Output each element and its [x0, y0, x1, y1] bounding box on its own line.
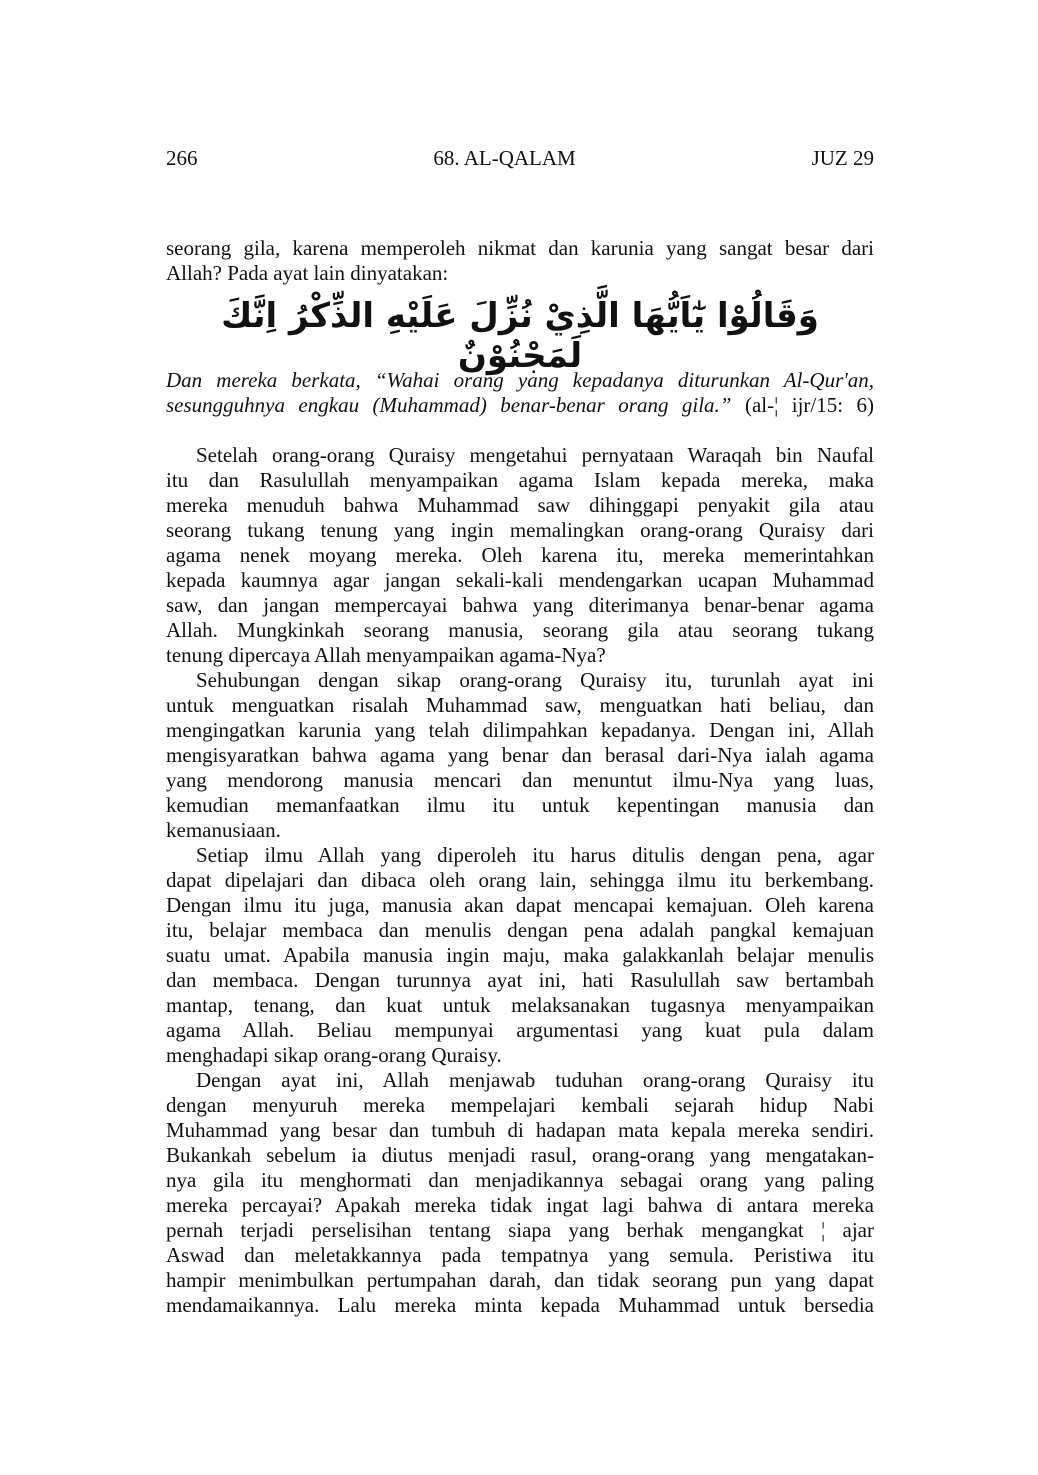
intro-paragraph: [166, 236, 874, 286]
text-line: itu dan Rasulullah menyampaikan agama Islam kepada mereka, maka: [166, 468, 874, 492]
text-line: Allah? Pada ayat lain dinyatakan:: [166, 261, 449, 285]
verse-translation: [166, 368, 874, 418]
text-line: nya gila itu menghormati dan menjadikannya sebagai orang yang paling: [166, 1168, 874, 1192]
paragraph: [166, 668, 874, 843]
text-line: dan membaca. Dengan turunnya ayat ini, hati Rasulullah saw bertambah: [166, 968, 874, 992]
paragraph: [166, 443, 874, 668]
text-line: agama Allah. Beliau mempunyai argumentasi yang kuat pula dalam: [166, 1018, 874, 1042]
text-line: Allah. Mungkinkah seorang manusia, seorang gila atau seorang tukang: [166, 618, 874, 642]
text-line: Dengan ayat ini, Allah menjawab tuduhan orang-orang Quraisy itu: [196, 1068, 874, 1092]
text-line: mengingatkan karunia yang telah dilimpahkan kepadanya. Dengan ini, Allah: [166, 718, 874, 742]
text-line: Setelah orang-orang Quraisy mengetahui pernyataan Waraqah bin Naufal: [196, 443, 874, 467]
text-line: kemanusiaan.: [166, 818, 281, 842]
text-line: Aswad dan meletakkannya pada tempatnya yang semula. Peristiwa itu: [166, 1243, 874, 1267]
text-line: untuk menguatkan risalah Muhammad saw, menguatkan hati beliau, dan: [166, 693, 874, 717]
text-line: saw, dan jangan mempercayai bahwa yang diterimanya benar-benar agama: [166, 593, 874, 617]
text-line: mereka menuduh bahwa Muhammad saw dihinggapi penyakit gila atau: [166, 493, 874, 517]
text-line: mendamaikannya. Lalu mereka minta kepada Muhammad untuk bersedia: [166, 1293, 874, 1317]
juz-label: JUZ 29: [811, 146, 874, 170]
text-line: hampir menimbulkan pertumpahan darah, dan tidak seorang pun yang dapat: [166, 1268, 874, 1292]
text-line: Muhammad yang besar dan tumbuh di hadapan mata kepala mereka sendiri.: [166, 1118, 874, 1142]
paragraph: [166, 843, 874, 1068]
text-line: seorang tukang tenung yang ingin memalingkan orang-orang Quraisy dari: [166, 518, 874, 542]
surah-title: 68. AL-QALAM: [433, 146, 576, 170]
text-line: mereka percayai? Apakah mereka tidak ingat lagi bahwa di antara mereka: [166, 1193, 874, 1217]
text-line: suatu umat. Apabila manusia ingin maju, maka galakkanlah belajar menulis: [166, 943, 874, 967]
text-line: dapat dipelajari dan dibaca oleh orang lain, sehingga ilmu itu berkembang.: [166, 868, 874, 892]
text-line: Dan mereka berkata, “Wahai orang yang kepadanya diturunkan Al-Qur'an,: [166, 368, 874, 392]
body-text: [166, 443, 874, 1318]
text-line: kepada kaumnya agar jangan sekali-kali mendengarkan ucapan Muhammad: [166, 568, 874, 592]
paragraph: [166, 1068, 874, 1318]
text-line: menghadapi sikap orang-orang Quraisy.: [166, 1043, 502, 1067]
text-line: [166, 393, 874, 418]
arabic-verse: وَقَالُوْا يٰٓاَيُّهَا الَّذِيْ نُزِّلَ عَلَيْهِ الذِّكْرُ اِنَّكَ لَمَجْنُوْنٌ: [221, 296, 819, 376]
text-line: seorang gila, karena memperoleh nikmat dan karunia yang sangat besar dari: [166, 236, 874, 260]
text-line: Sehubungan dengan sikap orang-orang Quraisy itu, turunlah ayat ini: [196, 668, 874, 692]
text-line: kemudian memanfaatkan ilmu itu untuk kepentingan manusia dan: [166, 793, 874, 817]
text-line: tenung dipercaya Allah menyampaikan agama-Nya?: [166, 643, 606, 667]
text-line: agama nenek moyang mereka. Oleh karena itu, mereka memerintahkan: [166, 543, 874, 567]
page-header: [166, 146, 874, 171]
text-line: mengisyaratkan bahwa agama yang benar dan berasal dari-Nya ialah agama: [166, 743, 874, 767]
text-line: mantap, tenang, dan kuat untuk melaksanakan tugasnya menyampaikan: [166, 993, 874, 1017]
text-line: dengan menyuruh mereka mempelajari kembali sejarah hidup Nabi: [166, 1093, 874, 1117]
verse-citation: (al-¦ ijr/15: 6): [744, 393, 875, 417]
page-number: 266: [166, 146, 198, 170]
translation-text: sesungguhnya engkau (Muhammad) benar-benar orang gila.”: [166, 393, 732, 417]
text-line: pernah terjadi perselisihan tentang siapa yang berhak mengangkat ¦ ajar: [166, 1218, 874, 1242]
text-line: Dengan ilmu itu juga, manusia akan dapat mencapai kemajuan. Oleh karena: [166, 893, 874, 917]
text-line: itu, belajar membaca dan menulis dengan pena adalah pangkal kemajuan: [166, 918, 874, 942]
text-line: Bukankah sebelum ia diutus menjadi rasul, orang-orang yang mengatakan-: [166, 1143, 874, 1167]
text-line: Setiap ilmu Allah yang diperoleh itu harus ditulis dengan pena, agar: [196, 843, 874, 867]
text-line: yang mendorong manusia mencari dan menuntut ilmu-Nya yang luas,: [166, 768, 874, 792]
